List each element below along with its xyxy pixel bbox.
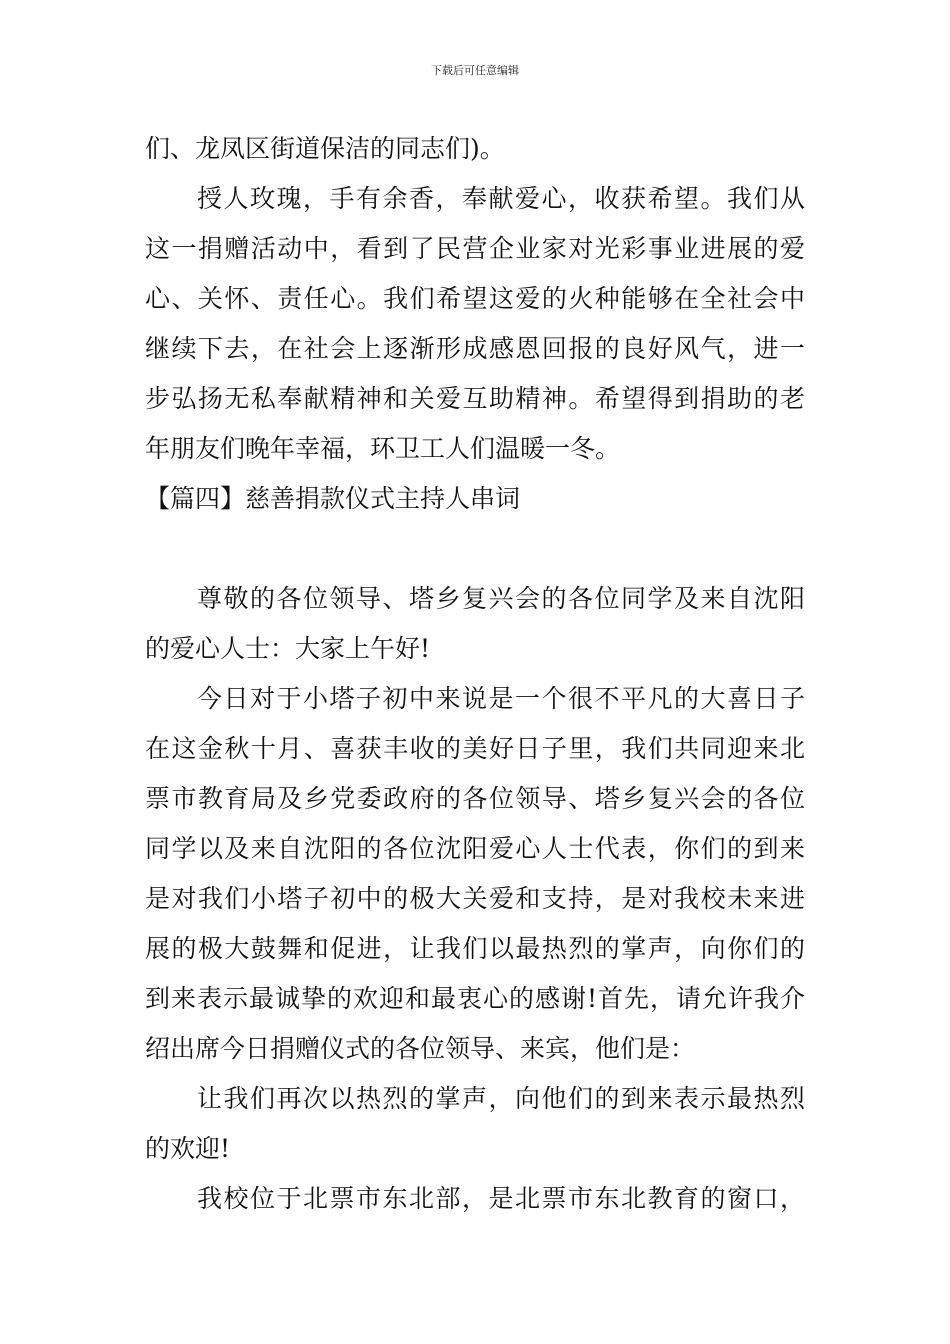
text-line: 展的极大鼓舞和促进，让我们以最热烈的掌声，向你们的 [145,934,805,963]
text-line: 到来表示最诚挚的欢迎和最衷心的感谢!首先，请允许我介 [145,984,805,1013]
page-header: 下载后可任意编辑 [431,64,519,77]
text-line: 的欢迎! [145,1134,231,1163]
text-line: 今日对于小塔子初中来说是一个很不平凡的大喜日子 [197,684,805,713]
text-line: 在这金秋十月、喜获丰收的美好日子里，我们共同迎来北 [145,734,805,763]
text-line: 同学以及来自沈阳的各位沈阳爱心人士代表，你们的到来 [145,834,805,863]
text-line: 尊敬的各位领导、塔乡复兴会的各位同学及来自沈阳 [197,584,805,613]
text-line: 心、关怀、责任心。我们希望这爱的火种能够在全社会中 [145,284,805,313]
text-line: 年朋友们晚年幸福，环卫工人们温暖一冬。 [145,434,621,463]
text-line: 们、龙凤区街道保洁的同志们)。 [145,134,505,163]
section-heading: 【篇四】慈善捐款仪式主持人串词 [145,484,521,513]
text-line: 是对我们小塔子初中的极大关爱和支持，是对我校未来进 [145,884,805,913]
text-line: 这一捐赠活动中，看到了民营企业家对光彩事业进展的爱 [145,234,805,263]
text-line: 的爱心人士：大家上午好! [145,634,431,663]
text-line: 票市教育局及乡党委政府的各位领导、塔乡复兴会的各位 [145,784,805,813]
text-line: 我校位于北票市东北部，是北票市东北教育的窗口， [197,1184,805,1213]
text-line: 让我们再次以热烈的掌声，向他们的到来表示最热烈 [197,1084,805,1113]
text-line: 授人玫瑰，手有余香，奉献爱心，收获希望。我们从 [197,184,805,213]
text-line: 绍出席今日捐赠仪式的各位领导、来宾，他们是： [145,1034,696,1063]
text-line: 继续下去，在社会上逐渐形成感恩回报的良好风气，进一 [145,334,805,363]
text-line: 步弘扬无私奉献精神和关爱互助精神。希望得到捐助的老 [145,384,805,413]
